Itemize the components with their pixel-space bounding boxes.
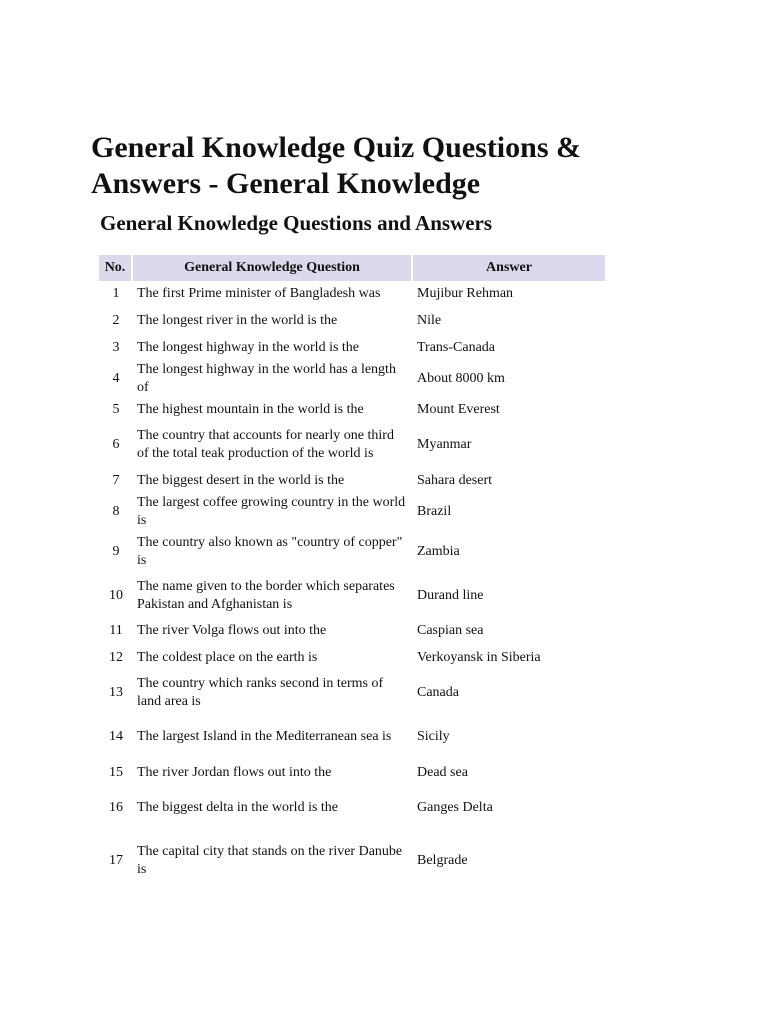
row-answer: Sicily bbox=[417, 729, 450, 744]
row-number: 14 bbox=[109, 729, 123, 744]
table-row bbox=[99, 467, 605, 494]
row-number: 16 bbox=[109, 800, 123, 815]
row-answer: Nile bbox=[417, 312, 442, 328]
row-question: The name given to the border which separates Pakistan and Afghanistan is bbox=[137, 579, 395, 612]
row-question: The river Jordan flows out into the bbox=[137, 764, 332, 780]
row-answer: Myanmar bbox=[417, 437, 472, 452]
header-answer: Answer bbox=[413, 255, 605, 281]
row-answer: Trans-Canada bbox=[417, 339, 496, 355]
row-question: The largest coffee growing country in the world is bbox=[137, 495, 406, 528]
qa-table bbox=[99, 255, 605, 892]
table-header-row bbox=[99, 255, 605, 281]
row-answer: Caspian sea bbox=[417, 623, 484, 638]
row-answer: Brazil bbox=[417, 504, 452, 519]
table-row bbox=[99, 786, 605, 830]
table-row bbox=[99, 618, 605, 644]
table-row bbox=[99, 423, 605, 467]
row-question: The biggest desert in the world is the bbox=[137, 472, 345, 488]
row-answer: Verkoyansk in Siberia bbox=[417, 649, 541, 665]
section-subtitle: General Knowledge Questions and Answers bbox=[100, 211, 493, 235]
row-number: 2 bbox=[112, 312, 120, 328]
row-answer: Durand line bbox=[417, 588, 484, 603]
row-answer: Zambia bbox=[417, 544, 460, 559]
row-question: The longest highway in the world is the bbox=[137, 339, 360, 355]
table-row bbox=[99, 494, 605, 530]
row-answer: Canada bbox=[417, 685, 459, 700]
table-row bbox=[99, 334, 605, 361]
row-number: 13 bbox=[109, 685, 123, 700]
table-row bbox=[99, 397, 605, 423]
row-question: The highest mountain in the world is the bbox=[137, 402, 364, 417]
row-number: 4 bbox=[112, 371, 120, 386]
row-question: The capital city that stands on the river Danube is bbox=[137, 844, 403, 877]
row-answer: Dead sea bbox=[417, 764, 468, 780]
table-row bbox=[99, 830, 605, 892]
row-number: 5 bbox=[112, 402, 120, 417]
page-title: General Knowledge Quiz Questions & Answers - General Knowledge bbox=[91, 131, 581, 200]
row-number: 11 bbox=[109, 623, 123, 638]
row-answer: Mount Everest bbox=[417, 402, 500, 417]
table-row bbox=[99, 759, 605, 786]
row-question: The coldest place on the earth is bbox=[137, 649, 318, 665]
row-number: 8 bbox=[112, 504, 120, 519]
row-answer: Mujibur Rehman bbox=[417, 286, 514, 301]
row-answer: Ganges Delta bbox=[417, 800, 493, 815]
row-number: 12 bbox=[109, 649, 123, 665]
row-number: 1 bbox=[112, 286, 120, 301]
table-row bbox=[99, 715, 605, 759]
row-question: The biggest delta in the world is the bbox=[137, 800, 339, 815]
row-number: 3 bbox=[112, 339, 120, 355]
row-number: 9 bbox=[112, 544, 120, 559]
row-question: The largest Island in the Mediterranean sea is bbox=[137, 729, 392, 744]
table-row bbox=[99, 644, 605, 671]
row-question: The country that accounts for nearly one third of the total teak production of the world is bbox=[137, 428, 394, 461]
row-question: The longest river in the world is the bbox=[137, 312, 338, 328]
header-question: General Knowledge Question bbox=[133, 255, 413, 281]
row-question: The country which ranks second in terms of land area is bbox=[137, 676, 384, 709]
table-body bbox=[99, 281, 605, 892]
row-number: 17 bbox=[109, 853, 123, 868]
row-question: The river Volga flows out into the bbox=[137, 623, 327, 638]
row-question: The first Prime minister of Bangladesh was bbox=[137, 286, 381, 301]
table-row bbox=[99, 281, 605, 307]
row-number: 15 bbox=[109, 764, 123, 780]
row-question: The country also known as "country of copper" is bbox=[137, 535, 403, 568]
row-answer: Belgrade bbox=[417, 853, 468, 868]
row-answer: About 8000 km bbox=[417, 371, 505, 386]
header-no: No. bbox=[99, 255, 133, 281]
row-number: 10 bbox=[109, 588, 123, 603]
table-row bbox=[99, 361, 605, 397]
row-answer: Sahara desert bbox=[417, 472, 493, 488]
row-number: 6 bbox=[112, 437, 120, 452]
table-row bbox=[99, 574, 605, 618]
table-row bbox=[99, 530, 605, 574]
row-number: 7 bbox=[112, 472, 120, 488]
row-question: The longest highway in the world has a length of bbox=[137, 362, 396, 395]
table-row bbox=[99, 307, 605, 334]
table-row bbox=[99, 671, 605, 715]
